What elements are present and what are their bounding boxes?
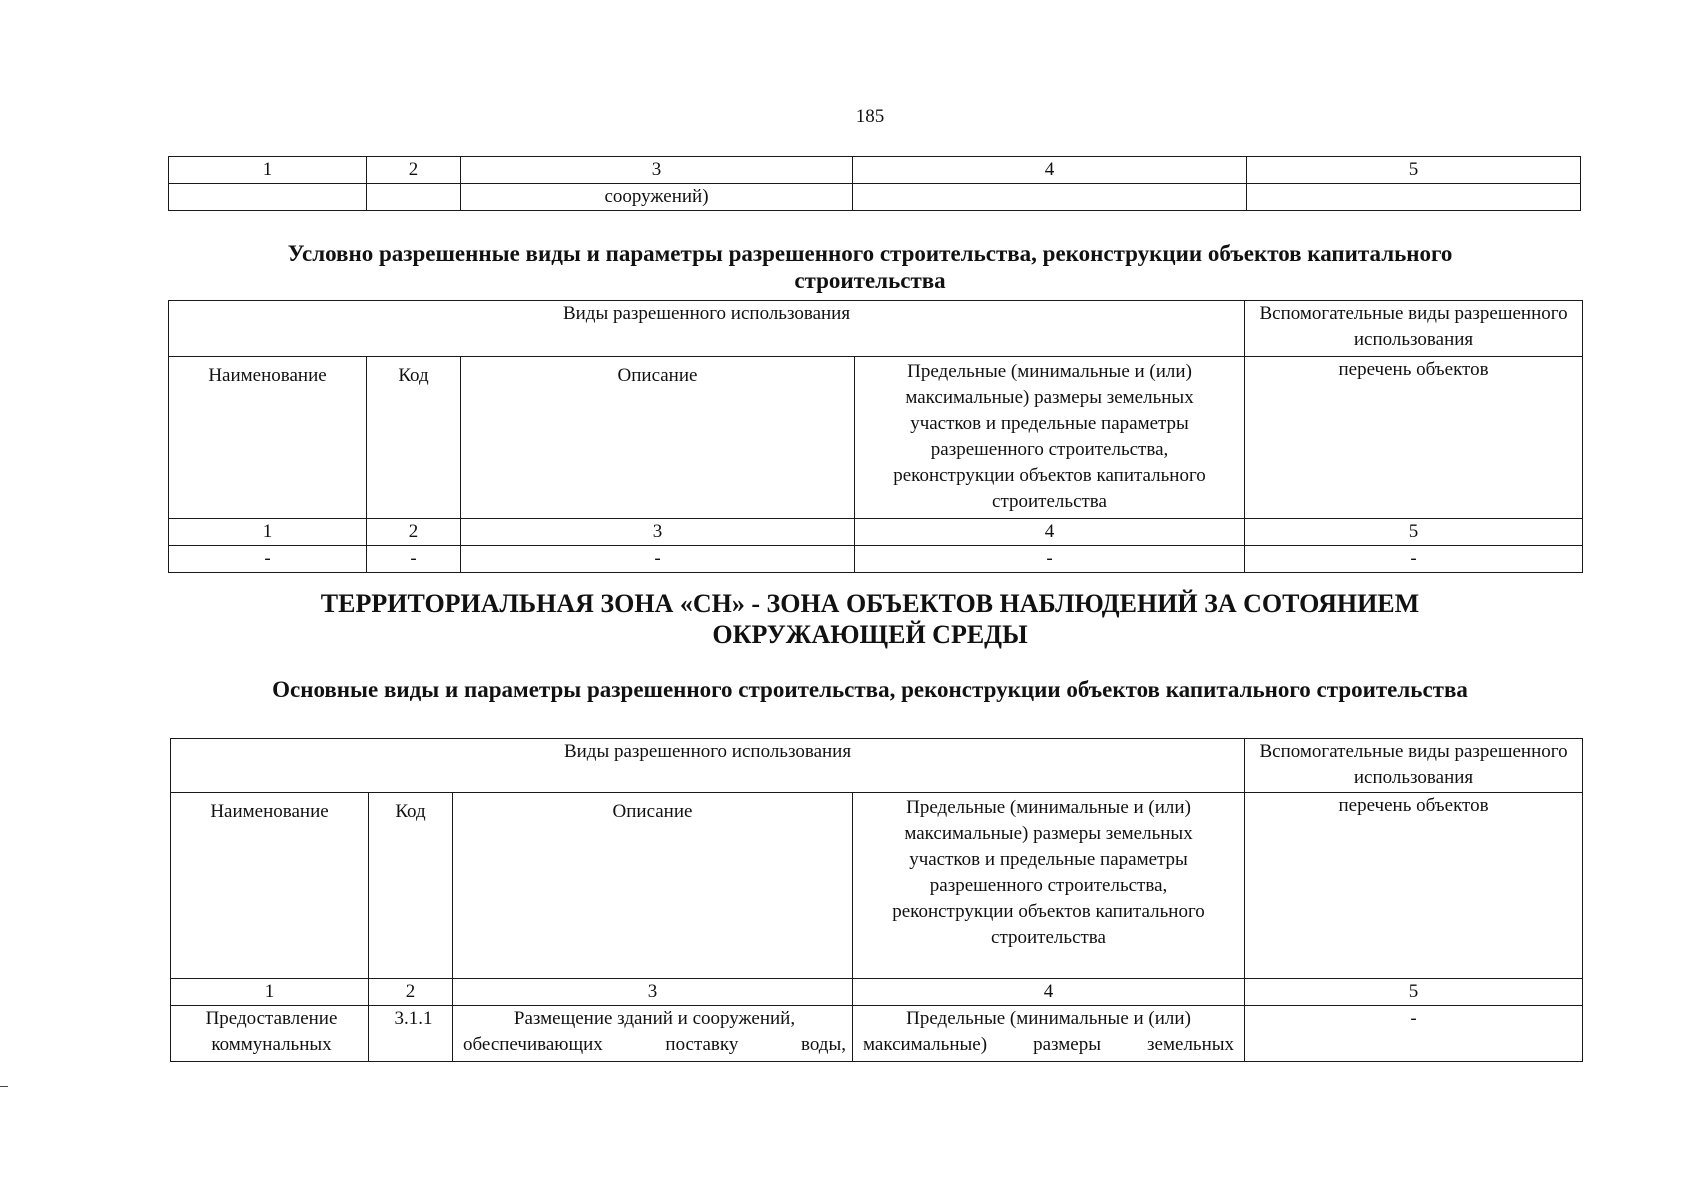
group-header-aux: Вспомогательные виды разрешенного использования bbox=[1245, 739, 1583, 793]
scan-edge-mark bbox=[0, 1086, 8, 1087]
header-columns-row bbox=[169, 357, 1583, 519]
header-name: Наименование bbox=[169, 357, 367, 519]
continuation-row bbox=[169, 184, 1581, 211]
col-number-2: 2 bbox=[367, 519, 461, 546]
cell-empty bbox=[853, 184, 1247, 211]
conditional-section-title: Условно разрешенные виды и параметры разрешенного строительства, реконструкции объектов капитального строительства bbox=[287, 241, 1453, 293]
col-number-3: 3 bbox=[453, 979, 853, 1006]
column-number-row bbox=[169, 519, 1583, 546]
column-number-row bbox=[169, 157, 1581, 184]
col-number-4: 4 bbox=[853, 979, 1245, 1006]
col-number-1: 1 bbox=[171, 979, 369, 1006]
group-header-uses: Виды разрешенного использования bbox=[169, 301, 1245, 357]
header-columns-row bbox=[171, 793, 1583, 979]
continuation-desc: сооружений) bbox=[461, 184, 853, 211]
col-number-4: 4 bbox=[855, 519, 1245, 546]
zone-title: ТЕРРИТОРИАЛЬНАЯ ЗОНА «СН» - ЗОНА ОБЪЕКТОВ НАБЛЮДЕНИЙ ЗА СОТОЯНИЕМ ОКРУЖАЮЩЕЙ СРЕДЫ bbox=[320, 589, 1420, 649]
row-limits: Предельные (минимальные и (или) максимальные) размеры земельных bbox=[853, 1006, 1245, 1062]
col-number-5: 5 bbox=[1245, 979, 1583, 1006]
col-number-3: 3 bbox=[461, 519, 855, 546]
col-number-2: 2 bbox=[367, 157, 461, 184]
row-aux: - bbox=[1245, 546, 1583, 573]
col-number-5: 5 bbox=[1247, 157, 1581, 184]
header-limits: Предельные (минимальные и (или) максимальные) размеры земельных участков и предельные параметры разрешенного строительства, реконструкции объектов капитального строительства bbox=[853, 793, 1245, 979]
row-description: - bbox=[461, 546, 855, 573]
row-name: Предоставление коммунальных bbox=[171, 1006, 369, 1062]
row-description: Размещение зданий и сооружений, обеспечивающих поставку воды, bbox=[453, 1006, 853, 1062]
header-aux-list: перечень объектов bbox=[1245, 357, 1583, 519]
header-group-row bbox=[171, 739, 1583, 793]
main-section-title: Основные виды и параметры разрешенного строительства, реконструкции объектов капитального строительства bbox=[272, 677, 1468, 702]
row-name: - bbox=[169, 546, 367, 573]
row-limits: - bbox=[855, 546, 1245, 573]
col-number-5: 5 bbox=[1245, 519, 1583, 546]
header-aux-list: перечень объектов bbox=[1245, 793, 1583, 979]
column-number-row bbox=[171, 979, 1583, 1006]
table-row bbox=[169, 546, 1583, 573]
row-aux: - bbox=[1245, 1006, 1583, 1062]
row-code: 3.1.1 bbox=[369, 1006, 453, 1062]
header-description: Описание bbox=[453, 793, 853, 979]
page-number: 185 bbox=[855, 106, 885, 127]
header-group-row bbox=[169, 301, 1583, 357]
col-number-3: 3 bbox=[461, 157, 853, 184]
group-header-uses: Виды разрешенного использования bbox=[171, 739, 1245, 793]
cell-empty bbox=[367, 184, 461, 211]
col-number-4: 4 bbox=[853, 157, 1247, 184]
cell-empty bbox=[169, 184, 367, 211]
main-uses-table bbox=[170, 738, 1583, 1062]
col-number-2: 2 bbox=[369, 979, 453, 1006]
header-limits: Предельные (минимальные и (или) максимальные) размеры земельных участков и предельные параметры разрешенного строительства, реконструкции объектов капитального строительства bbox=[855, 357, 1245, 519]
conditional-uses-table bbox=[168, 300, 1583, 573]
table-row bbox=[171, 1006, 1583, 1062]
col-number-1: 1 bbox=[169, 519, 367, 546]
row-code: - bbox=[367, 546, 461, 573]
col-number-1: 1 bbox=[169, 157, 367, 184]
header-name: Наименование bbox=[171, 793, 369, 979]
continuation-table bbox=[168, 156, 1581, 211]
header-code: Код bbox=[369, 793, 453, 979]
header-description: Описание bbox=[461, 357, 855, 519]
group-header-aux: Вспомогательные виды разрешенного использования bbox=[1245, 301, 1583, 357]
cell-empty bbox=[1247, 184, 1581, 211]
header-code: Код bbox=[367, 357, 461, 519]
